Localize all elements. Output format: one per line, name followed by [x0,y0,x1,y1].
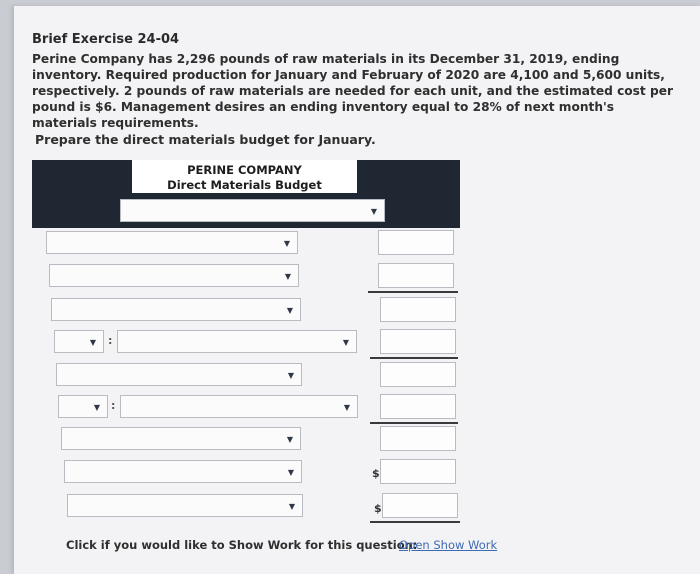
row-6-label-select[interactable] [120,395,358,418]
total-double-underline [370,521,460,523]
subtotal-underline [370,422,458,424]
row-6-operator-select[interactable] [58,395,108,418]
budget-header-panel [32,160,460,228]
dropdown-arrow-icon: ▼ [343,403,350,412]
dropdown-arrow-icon: ▼ [370,207,377,216]
dropdown-arrow-icon: ▼ [287,371,294,380]
row-1-label-select[interactable] [46,231,298,254]
dropdown-arrow-icon: ▼ [93,403,100,412]
exercise-title: Brief Exercise 24-04 [32,32,180,47]
subtotal-underline [368,291,458,293]
row-4-colon: : [108,334,113,347]
row-2-label-select[interactable] [49,264,299,287]
row-3-label-select[interactable] [51,298,301,321]
exercise-prompt: Prepare the direct materials budget for January. [35,132,376,147]
row-8-amount-input[interactable] [380,459,456,484]
dropdown-arrow-icon: ▼ [283,239,290,248]
row-5-amount-input[interactable] [380,362,456,387]
row-8-currency-symbol: $ [372,467,380,480]
row-8-label-select[interactable] [64,460,302,483]
dropdown-arrow-icon: ▼ [89,338,96,347]
row-9-label-select[interactable] [67,494,303,517]
subtotal-underline [370,357,458,359]
row-1-amount-input[interactable] [378,230,454,255]
row-5-label-select[interactable] [56,363,302,386]
row-7-label-select[interactable] [61,427,301,450]
row-3-amount-input[interactable] [380,297,456,322]
dropdown-arrow-icon: ▼ [342,338,349,347]
show-work-label: Click if you would like to Show Work for this question: [66,538,418,552]
period-select[interactable] [120,199,385,222]
dropdown-arrow-icon: ▼ [286,435,293,444]
row-4-label-select[interactable] [117,330,357,353]
budget-title: Direct Materials Budget [167,178,322,192]
exercise-description: Perine Company has 2,296 pounds of raw materials in its December 31, 2019, ending inventory. Required production for January and February of 2020 are 4,100 and 5,600 units, respectively. 2 pounds of raw materials are needed for each unit, and the estimated cost per pound is $6. Management desires an ending inventory equal to 28% of next month's materials requirements. [32,52,673,130]
row-4-operator-select[interactable] [54,330,104,353]
row-2-amount-input[interactable] [378,263,454,288]
company-name: PERINE COMPANY [187,163,302,177]
dropdown-arrow-icon: ▼ [284,272,291,281]
dropdown-arrow-icon: ▼ [287,468,294,477]
row-4-amount-input[interactable] [380,329,456,354]
dropdown-arrow-icon: ▼ [288,502,295,511]
page [14,6,700,574]
row-6-amount-input[interactable] [380,394,456,419]
row-6-colon: : [111,399,116,412]
dropdown-arrow-icon: ▼ [286,306,293,315]
open-show-work-link[interactable]: Open Show Work [399,538,498,552]
budget-header-title-box [132,160,357,193]
row-9-amount-input[interactable] [382,493,458,518]
row-7-amount-input[interactable] [380,426,456,451]
row-9-currency-symbol: $ [374,502,382,515]
